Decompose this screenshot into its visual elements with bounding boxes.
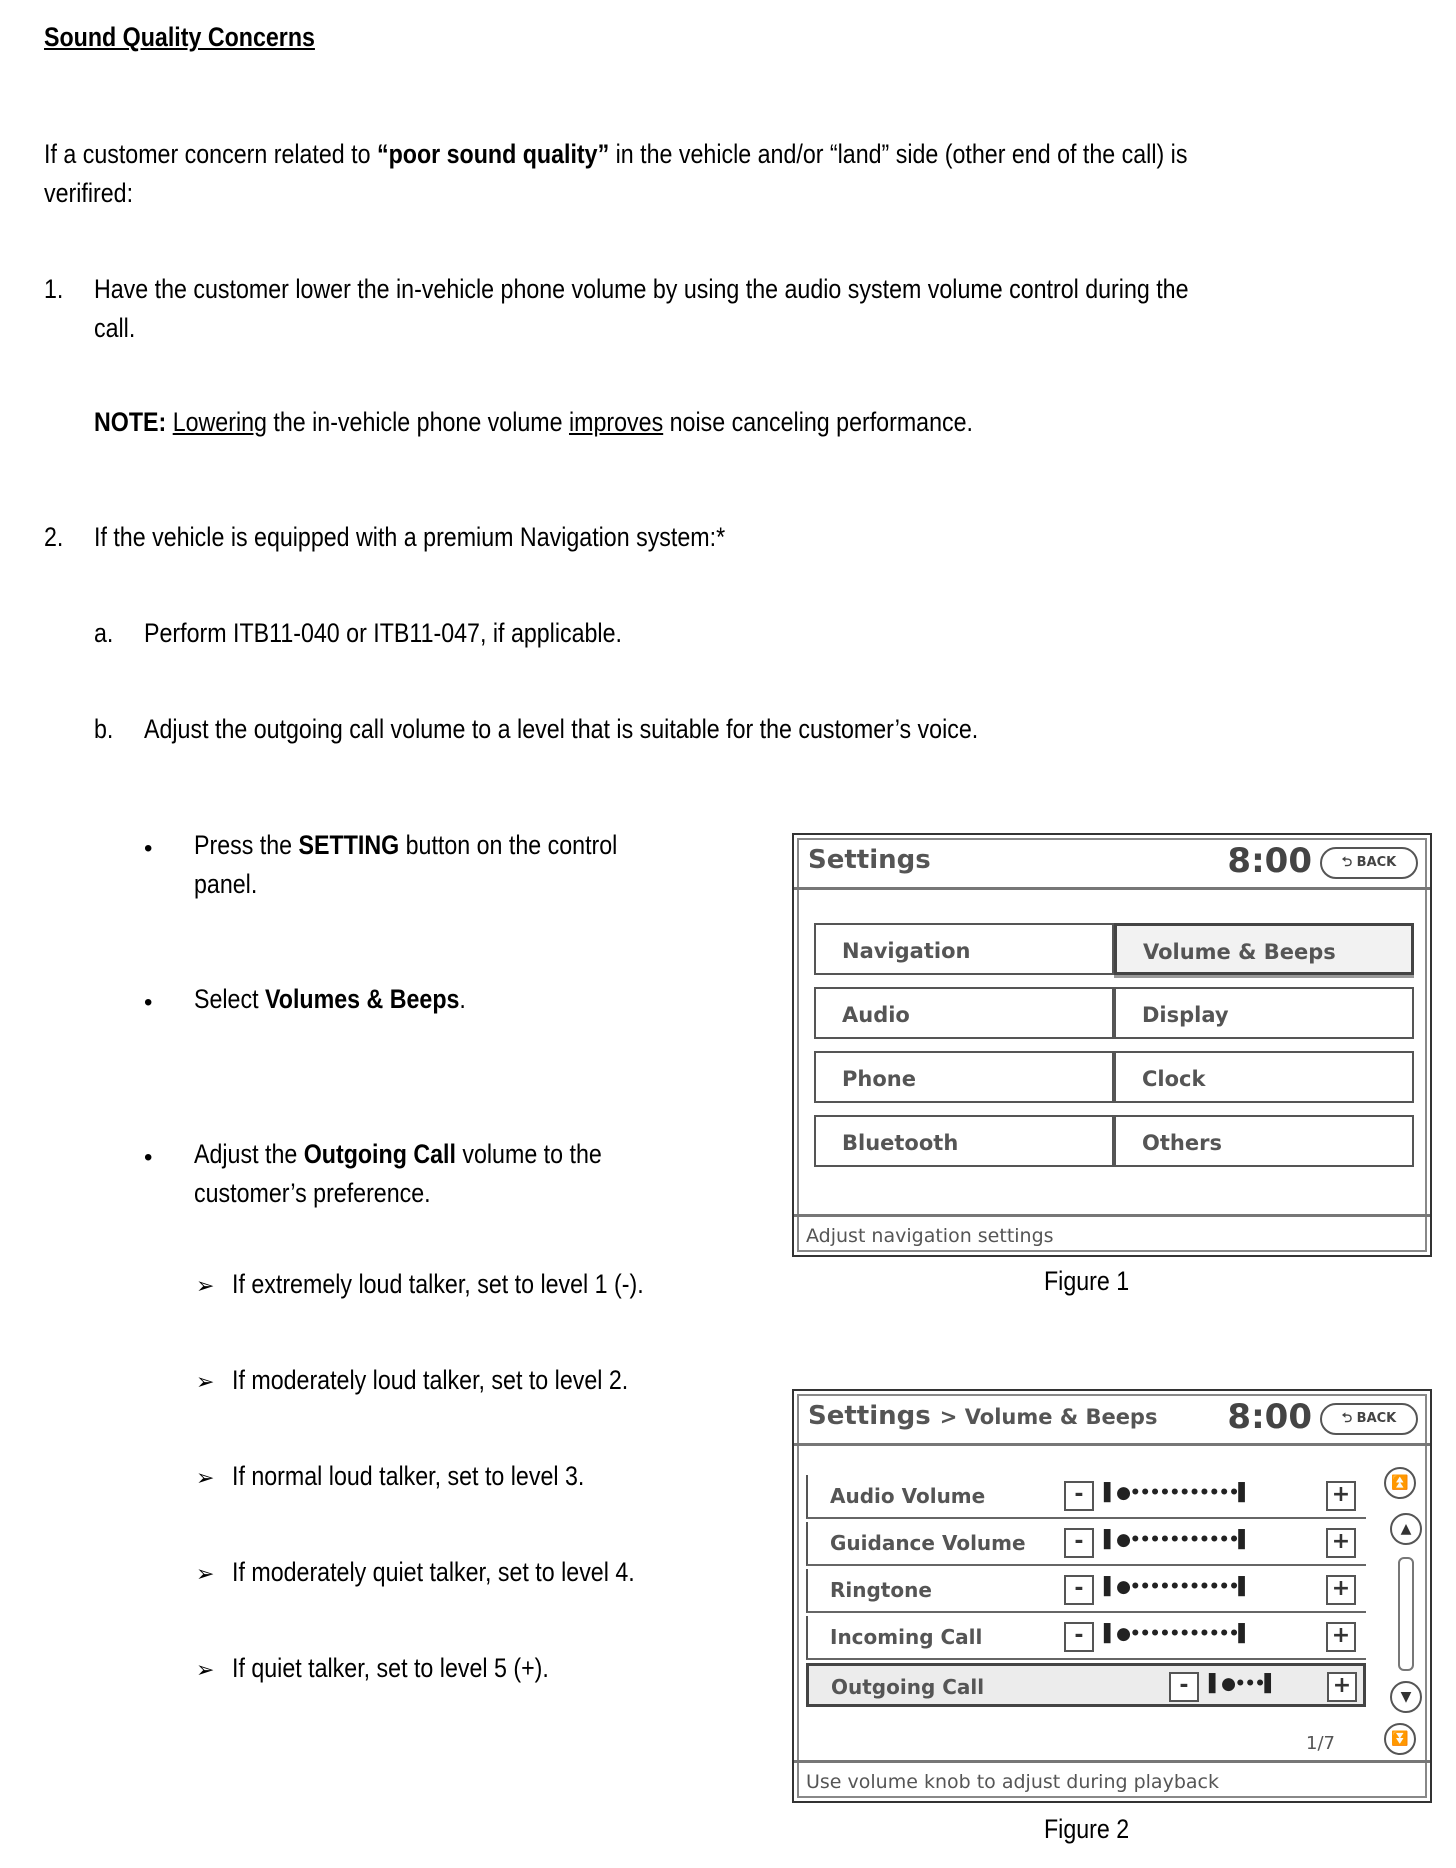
page-indicator: 1/7 — [1306, 1733, 1335, 1754]
row-label: Incoming Call — [830, 1625, 983, 1649]
figure2-footer: Use volume knob to adjust during playback — [794, 1760, 1430, 1801]
bullet-setting-line-2: panel. — [194, 869, 258, 899]
figure2-breadcrumb: > Volume & Beeps — [939, 1405, 1158, 1429]
step1-line-1: Have the customer lower the in-vehicle phone volume by using the audio system volume control during the — [94, 274, 1189, 304]
volume-row-ringtone — [806, 1569, 1366, 1613]
intro-line-1 — [44, 135, 1187, 173]
increase-button[interactable]: + — [1326, 1528, 1356, 1558]
bullet-dot: • — [144, 1144, 153, 1171]
volume-level-bar[interactable]: ▌●•••••••••••▌ — [1104, 1530, 1251, 1550]
intro-line-2: verifired: — [44, 178, 134, 208]
volume-level-bar[interactable]: ▌●•••••••••••▌ — [1104, 1624, 1251, 1644]
bullet-setting-post: button on the control — [399, 830, 618, 860]
row-label: Outgoing Call — [831, 1675, 985, 1699]
bullet-setting-bold: SETTING — [298, 830, 400, 860]
note-label: NOTE: — [94, 407, 167, 437]
volume-level-bar[interactable]: ▌●•••▌ — [1209, 1674, 1277, 1694]
figure1-back-label: BACK — [1356, 855, 1397, 870]
step2b-text: Adjust the outgoing call volume to a level that is suitable for the customer’s voice. — [144, 714, 979, 744]
row-label: Ringtone — [830, 1578, 932, 1602]
decrease-button[interactable]: - — [1064, 1575, 1094, 1605]
arrow-icon: ➢ — [196, 1369, 215, 1394]
step1-number: 1. — [44, 274, 64, 304]
volume-level-bar[interactable]: ▌●•••••••••••▌ — [1104, 1483, 1251, 1503]
decrease-button[interactable]: - — [1064, 1481, 1094, 1511]
step2-text: If the vehicle is equipped with a premium Navigation system:* — [94, 522, 726, 552]
bullet-outgoing-line-2: customer’s preference. — [194, 1178, 431, 1208]
figure1-caption: Figure 1 — [1044, 1266, 1130, 1296]
increase-button[interactable]: + — [1326, 1575, 1356, 1605]
section-heading: Sound Quality Concerns — [44, 22, 315, 52]
arrow-icon: ➢ — [196, 1657, 215, 1682]
figure1-clock: 8:00 — [1227, 841, 1312, 881]
figure2-caption: Figure 2 — [1044, 1814, 1130, 1844]
volume-row-outgoing-call[interactable] — [806, 1663, 1366, 1707]
increase-button[interactable]: + — [1327, 1672, 1357, 1702]
note-mid: the in-vehicle phone volume — [266, 407, 569, 437]
figure1-header — [794, 835, 1430, 890]
scroll-up-icon[interactable]: ▲ — [1390, 1513, 1422, 1545]
scroll-top-icon[interactable]: ⏫ — [1384, 1467, 1416, 1499]
row-label: Audio Volume — [830, 1484, 986, 1508]
menu-audio[interactable]: Audio — [814, 987, 1114, 1039]
menu-bluetooth[interactable]: Bluetooth — [814, 1115, 1114, 1167]
level-1: If extremely loud talker, set to level 1 (-). — [232, 1269, 644, 1299]
step1-line-2: call. — [94, 313, 136, 343]
figure2-header — [794, 1391, 1430, 1446]
volume-row-guidance — [806, 1522, 1366, 1566]
menu-volume-beeps[interactable]: Volume & Beeps — [1114, 923, 1414, 975]
bullet-volumes-post: . — [459, 984, 466, 1014]
menu-navigation[interactable]: Navigation — [814, 923, 1114, 975]
menu-display[interactable]: Display — [1114, 987, 1414, 1039]
bullet-dot: • — [144, 989, 153, 1016]
scrollbar[interactable] — [1398, 1557, 1414, 1671]
level-2: If moderately loud talker, set to level 2. — [232, 1365, 629, 1395]
level-3: If normal loud talker, set to level 3. — [232, 1461, 585, 1491]
volume-level-bar[interactable]: ▌●•••••••••••▌ — [1104, 1577, 1251, 1597]
bullet-volumes — [194, 980, 466, 1018]
bullet-outgoing-bold: Outgoing Call — [303, 1139, 456, 1169]
intro-pre: If a customer concern related to — [44, 139, 377, 169]
figure2-clock: 8:00 — [1227, 1397, 1312, 1437]
bullet-outgoing-pre: Adjust the — [194, 1139, 304, 1169]
volume-row-audio — [806, 1475, 1366, 1519]
bullet-setting-line-1 — [194, 826, 617, 864]
note-post: noise canceling performance. — [663, 407, 973, 437]
row-label: Guidance Volume — [830, 1531, 1026, 1555]
figure1-title: Settings — [808, 845, 931, 875]
bullet-volumes-pre: Select — [194, 984, 265, 1014]
menu-clock[interactable]: Clock — [1114, 1051, 1414, 1103]
figure1-back-button[interactable]: ⮌ BACK — [1320, 847, 1418, 879]
decrease-button[interactable]: - — [1169, 1672, 1199, 1702]
bullet-dot: • — [144, 835, 153, 862]
arrow-icon: ➢ — [196, 1561, 215, 1586]
note-improves: improves — [568, 407, 664, 437]
step2a-text: Perform ITB11-040 or ITB11-047, if applicable. — [144, 618, 622, 648]
bullet-outgoing-post: volume to the — [455, 1139, 602, 1169]
figure1-settings-screen — [792, 833, 1432, 1257]
increase-button[interactable]: + — [1326, 1622, 1356, 1652]
note — [94, 403, 973, 441]
intro-post: in the vehicle and/or “land” side (other end of the call) is — [609, 139, 1188, 169]
figure2-volume-screen — [792, 1389, 1432, 1803]
bullet-volumes-bold: Volumes & Beeps — [264, 984, 460, 1014]
scroll-down-icon[interactable]: ▼ — [1390, 1681, 1422, 1713]
figure2-title — [808, 1401, 1157, 1431]
figure2-back-button[interactable]: ⮌ BACK — [1320, 1403, 1418, 1435]
decrease-button[interactable]: - — [1064, 1622, 1094, 1652]
level-4: If moderately quiet talker, set to level 4. — [232, 1557, 635, 1587]
decrease-button[interactable]: - — [1064, 1528, 1094, 1558]
menu-others[interactable]: Others — [1114, 1115, 1414, 1167]
volume-row-incoming-call — [806, 1616, 1366, 1660]
figure2-back-label: BACK — [1356, 1411, 1397, 1426]
step2a-label: a. — [94, 618, 114, 648]
figure1-footer: Adjust navigation settings — [794, 1214, 1430, 1255]
bullet-outgoing-line-1 — [194, 1135, 602, 1173]
figure2-title-text: Settings — [808, 1401, 931, 1431]
step2-number: 2. — [44, 522, 64, 552]
intro-bold: “poor sound quality” — [376, 139, 610, 169]
arrow-icon: ➢ — [196, 1273, 215, 1298]
level-5: If quiet talker, set to level 5 (+). — [232, 1653, 549, 1683]
scroll-bottom-icon[interactable]: ⏬ — [1384, 1723, 1416, 1755]
bullet-setting-pre: Press the — [194, 830, 299, 860]
arrow-icon: ➢ — [196, 1465, 215, 1490]
note-lowering: Lowering — [172, 407, 267, 437]
increase-button[interactable]: + — [1326, 1481, 1356, 1511]
menu-phone[interactable]: Phone — [814, 1051, 1114, 1103]
step2b-label: b. — [94, 714, 114, 744]
